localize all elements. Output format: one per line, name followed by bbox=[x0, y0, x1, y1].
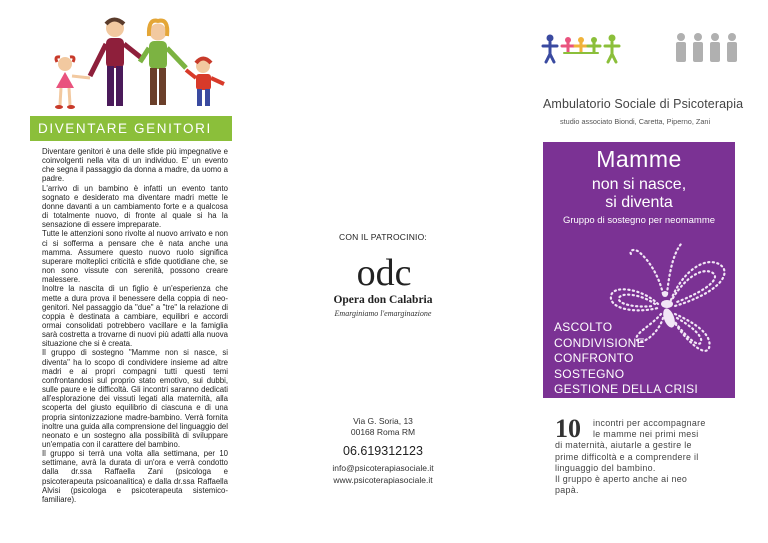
keyword-item: ASCOLTO bbox=[554, 320, 613, 334]
paragraph: Il gruppo di sostegno "Mamme non si nasce, si diventa" ha lo scopo di condividere insieme ad altre madri e ai propri compagni tutti questi temi confrontandosi sul proprio stato emotivo, sui dubbi, sulle paure e le difficoltà. Gli incontri saranno dedicati all'esplorazione dei vissuti legati alla maternità, alla scoperta del giusto equilibrio di ciascuna e di una propria sintonizzazione madre-bambino. Verrà fornita inoltre una guida alla comprensione del linguaggio del neonato e un sostegno alla possibilità di sviluppare un'empatia con il carattere del bambino. bbox=[42, 348, 228, 449]
phone-number: 06.619312123 bbox=[343, 444, 423, 458]
intro-text-block bbox=[42, 147, 228, 504]
description-line: papà. bbox=[555, 485, 579, 496]
description-line: incontri per accompagnare bbox=[593, 418, 706, 428]
contact-block bbox=[318, 462, 448, 486]
colored-people-icon bbox=[540, 32, 622, 64]
patron-org-name: Opera don Calabria bbox=[333, 294, 433, 306]
cover-subtitle: Gruppo di sostegno per neomamme bbox=[562, 215, 716, 226]
paragraph: Il gruppo si terrà una volta alla settimana, per 10 settimane, avrà la durata di un'ora e verrà condotto dalla dr.ssa Raffaella Zani (psicologa e psicoterapeuta psicoanalitica) e dalla dr.ssa Raffaella Alvisi (psicologa e psicoterapeuta sistemico-familiare). bbox=[42, 449, 228, 504]
paragraph: L'arrivo di un bambino è infatti un evento tanto sognato e desiderato ma diventare madri mette le donne davanti a un cambiamento forte e a qualcosa di totalmente nuovo, di fronte al quale si ha la sensazione di essere impreparate. bbox=[42, 183, 228, 230]
banner-title: DIVENTARE GENITORI bbox=[38, 121, 212, 136]
grey-people-icon bbox=[672, 32, 740, 64]
website-link[interactable]: www.psicoterapiasociale.it bbox=[333, 475, 433, 485]
family-illustration bbox=[48, 8, 233, 114]
odc-logo-icon bbox=[353, 252, 415, 294]
description-line: Il gruppo è aperto anche ai neo bbox=[555, 474, 688, 485]
address-block bbox=[318, 416, 448, 438]
keyword-list bbox=[554, 320, 698, 398]
organization-title: Ambulatorio Sociale di Psicoterapia bbox=[543, 97, 744, 111]
sessions-count: 10 bbox=[555, 414, 581, 443]
keyword-item: CONFRONTO bbox=[554, 351, 634, 366]
description-line: linguaggio del bambino. bbox=[555, 462, 656, 473]
cover-title-line2: non si nasce, bbox=[591, 176, 687, 193]
paragraph: Tutte le attenzioni sono rivolte al nuovo arrivato e non ci si sofferma a pensare che è nata anche una mamma. Assumere questo nuovo ruolo significa superare molteplici criticità e sfide quotidiane che, se non sono vissute con serenità, possono creare malessere. bbox=[42, 229, 228, 285]
address-street: Via G. Soria, 13 bbox=[353, 416, 413, 426]
organization-subtitle: studio associato Biondi, Caretta, Piperno, Zani bbox=[560, 117, 711, 126]
patron-org-motto: Emarginiamo l'emarginazione bbox=[334, 309, 432, 318]
cover-box bbox=[543, 142, 735, 398]
cover-title-rest bbox=[543, 176, 735, 212]
girl-figure-icon bbox=[55, 57, 90, 109]
logo-text: odc bbox=[356, 252, 412, 294]
father-figure-icon bbox=[90, 19, 144, 106]
patronage-label: CON IL PATROCINIO: bbox=[339, 232, 427, 242]
keyword-item: CONDIVISIONE bbox=[554, 335, 645, 350]
paragraph: Diventare genitori è una delle sfide più impegnative e coinvolgenti nella vita di un individuo. E' un evento che segna il passaggio da donna a madre, da uomo a padre. bbox=[42, 147, 228, 184]
keyword-item: SOSTEGNO bbox=[554, 366, 625, 381]
section-banner bbox=[30, 116, 232, 141]
cover-title-line1: Mamme bbox=[596, 146, 682, 172]
email-link[interactable]: info@psicoterapiasociale.it bbox=[332, 463, 434, 473]
address-city: 00168 Roma RM bbox=[350, 427, 416, 437]
keyword-item: GESTIONE DELLA CRISI bbox=[554, 382, 699, 397]
mother-figure-icon bbox=[140, 21, 186, 105]
paragraph: Inoltre la nascita di un figlio è un'esperienza che mette a dura prova il benessere della coppia di neo-genitori. Nel passaggio da "due" a "tre" la relazione di coppia è destinata a cambiare, equilibri e accordi ormai consolidati potrebbero vacillare e la famiglia sarà costretta a trovarne di nuovi più adatti alla nuova situazione che si è creata. bbox=[42, 284, 228, 349]
description-line: prime difficoltà e a comprendere il bbox=[555, 451, 699, 462]
boy-figure-icon bbox=[186, 59, 224, 107]
cover-title-line3: si diventa bbox=[605, 194, 673, 211]
description-line: le mamme nei primi mesi bbox=[593, 429, 699, 440]
description-line: di maternità, aiutarle a gestire le bbox=[555, 440, 692, 451]
sessions-description bbox=[555, 418, 735, 496]
